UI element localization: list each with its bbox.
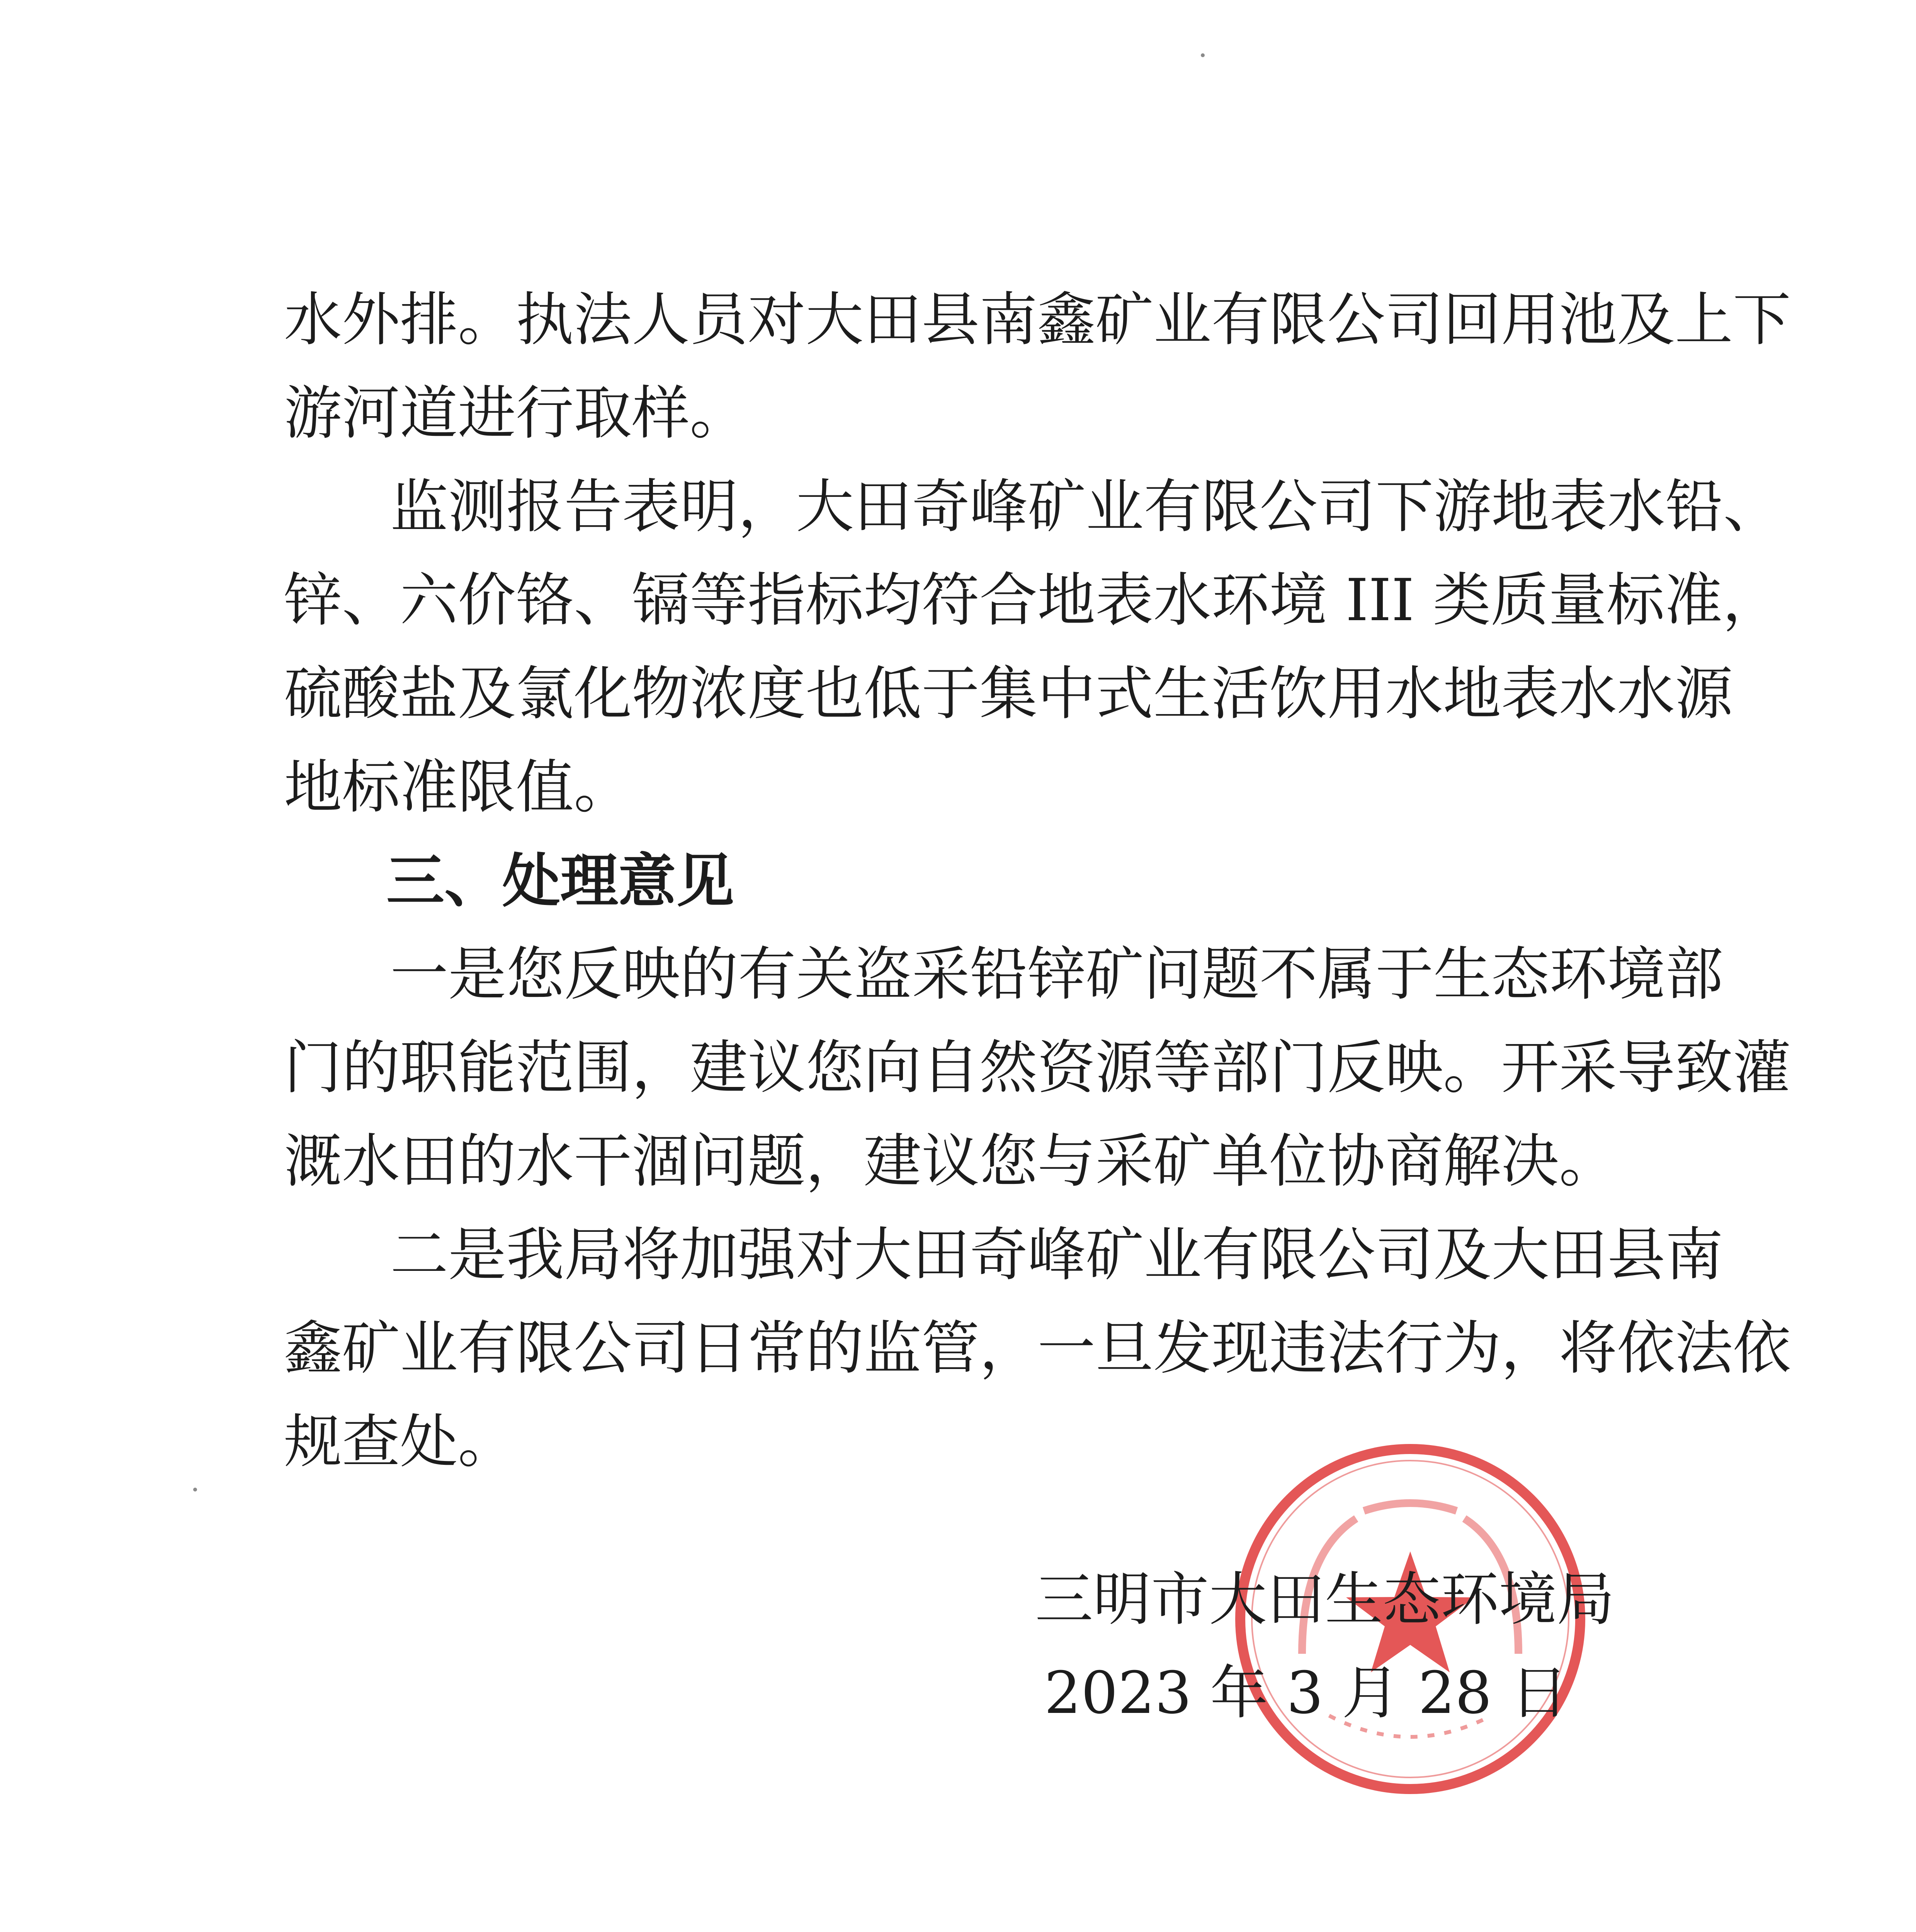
body-line: 一是您反映的有关盗采铅锌矿问题不属于生态环境部 <box>390 941 1724 1008</box>
scan-speck <box>193 1488 197 1492</box>
body-line: 水外排。执法人员对大田县南鑫矿业有限公司回用池及上下 <box>284 286 1791 354</box>
body-line: 门的职能范围，建议您向自然资源等部门反映。开采导致灌 <box>284 1034 1791 1102</box>
scan-speck <box>1201 53 1205 57</box>
body-line: 溉水田的水干涸问题，建议您与采矿单位协商解决。 <box>284 1128 1617 1195</box>
body-line: 地标准限值。 <box>284 754 632 821</box>
body-line: 游河道进行取样。 <box>284 380 748 447</box>
body-line: 规查处。 <box>284 1408 516 1476</box>
body-line: 硫酸盐及氯化物浓度也低于集中式生活饮用水地表水水源 <box>284 660 1733 728</box>
body-line: 锌、六价铬、镉等指标均符合地表水环境 III 类质量标准， <box>284 567 1781 634</box>
section-heading: 三、处理意见 <box>386 847 734 915</box>
body-line: 鑫矿业有限公司日常的监管，一旦发现违法行为，将依法依 <box>284 1315 1791 1382</box>
signature-org: 三明市大田生态环境局 <box>1035 1566 1615 1633</box>
signature-date: 2023 年 3 月 28 日 <box>1044 1660 1568 1727</box>
body-line: 二是我局将加强对大田奇峰矿业有限公司及大田县南 <box>390 1221 1724 1289</box>
body-line: 监测报告表明，大田奇峰矿业有限公司下游地表水铅、 <box>390 473 1782 541</box>
